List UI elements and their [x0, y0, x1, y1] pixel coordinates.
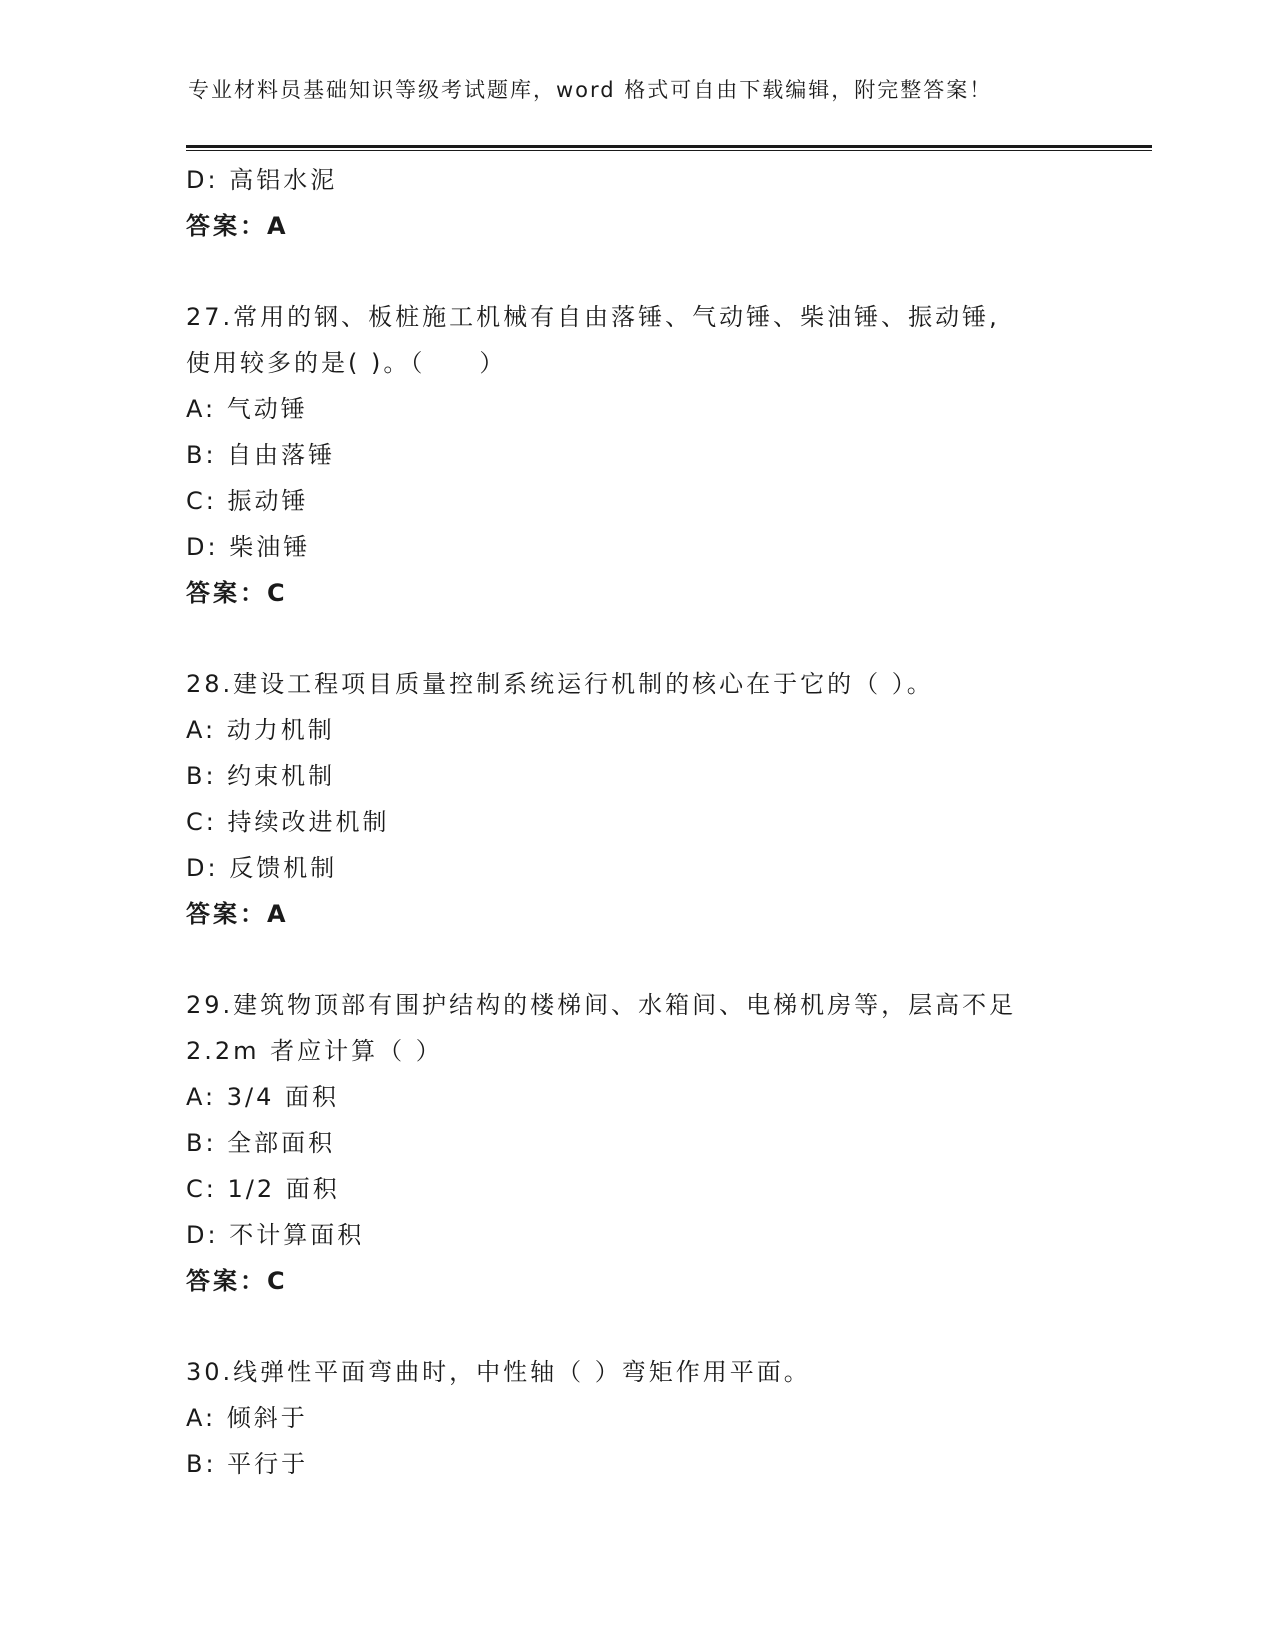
option-c: C: 持续改进机制 — [186, 808, 390, 836]
question-26-tail — [186, 157, 1086, 249]
option-b: B: 平行于 — [186, 1450, 309, 1478]
question-text: 2.2m 者应计算（ ） — [186, 1037, 443, 1065]
option-b: B: 约束机制 — [186, 762, 336, 790]
option-a: A: 倾斜于 — [186, 1404, 308, 1432]
option-c: C: 振动锤 — [186, 487, 309, 515]
option-a: A: 动力机制 — [186, 716, 335, 744]
question-text: 28.建设工程项目质量控制系统运行机制的核心在于它的（ ）。 — [186, 670, 934, 698]
answer: 答案：C — [186, 579, 288, 607]
option-b: B: 自由落锤 — [186, 441, 336, 469]
question-30 — [186, 1349, 1086, 1487]
answer: 答案：C — [186, 1267, 288, 1295]
spacer — [186, 1304, 1086, 1349]
question-text: 27.常用的钢、板桩施工机械有自由落锤、气动锤、柴油锤、振动锤, — [186, 303, 1000, 331]
spacer — [186, 616, 1086, 661]
header-rule-thin — [186, 150, 1152, 151]
question-content — [186, 157, 1086, 1487]
question-text: 使用较多的是( )。（ ） — [186, 349, 507, 377]
header-rule-thick — [186, 145, 1152, 148]
option-a: A: 3/4 面积 — [186, 1083, 339, 1111]
question-29 — [186, 982, 1086, 1304]
question-28 — [186, 661, 1086, 937]
question-27 — [186, 294, 1086, 616]
option-d: D: 不计算面积 — [186, 1221, 365, 1249]
option-d: D: 柴油锤 — [186, 533, 311, 561]
answer: 答案：A — [186, 900, 289, 928]
option-a: A: 气动锤 — [186, 395, 308, 423]
option-d: D: 高铝水泥 — [186, 166, 338, 194]
option-d: D: 反馈机制 — [186, 854, 338, 882]
spacer — [186, 249, 1086, 294]
page-header: 专业材料员基础知识等级考试题库，word 格式可自由下载编辑，附完整答案！ — [188, 78, 993, 102]
option-b: B: 全部面积 — [186, 1129, 336, 1157]
answer: 答案：A — [186, 212, 289, 240]
spacer — [186, 937, 1086, 982]
option-c: C: 1/2 面积 — [186, 1175, 340, 1203]
question-text: 30.线弹性平面弯曲时，中性轴（ ）弯矩作用平面。 — [186, 1358, 811, 1386]
question-text: 29.建筑物顶部有围护结构的楼梯间、水箱间、电梯机房等，层高不足 — [186, 991, 1017, 1019]
